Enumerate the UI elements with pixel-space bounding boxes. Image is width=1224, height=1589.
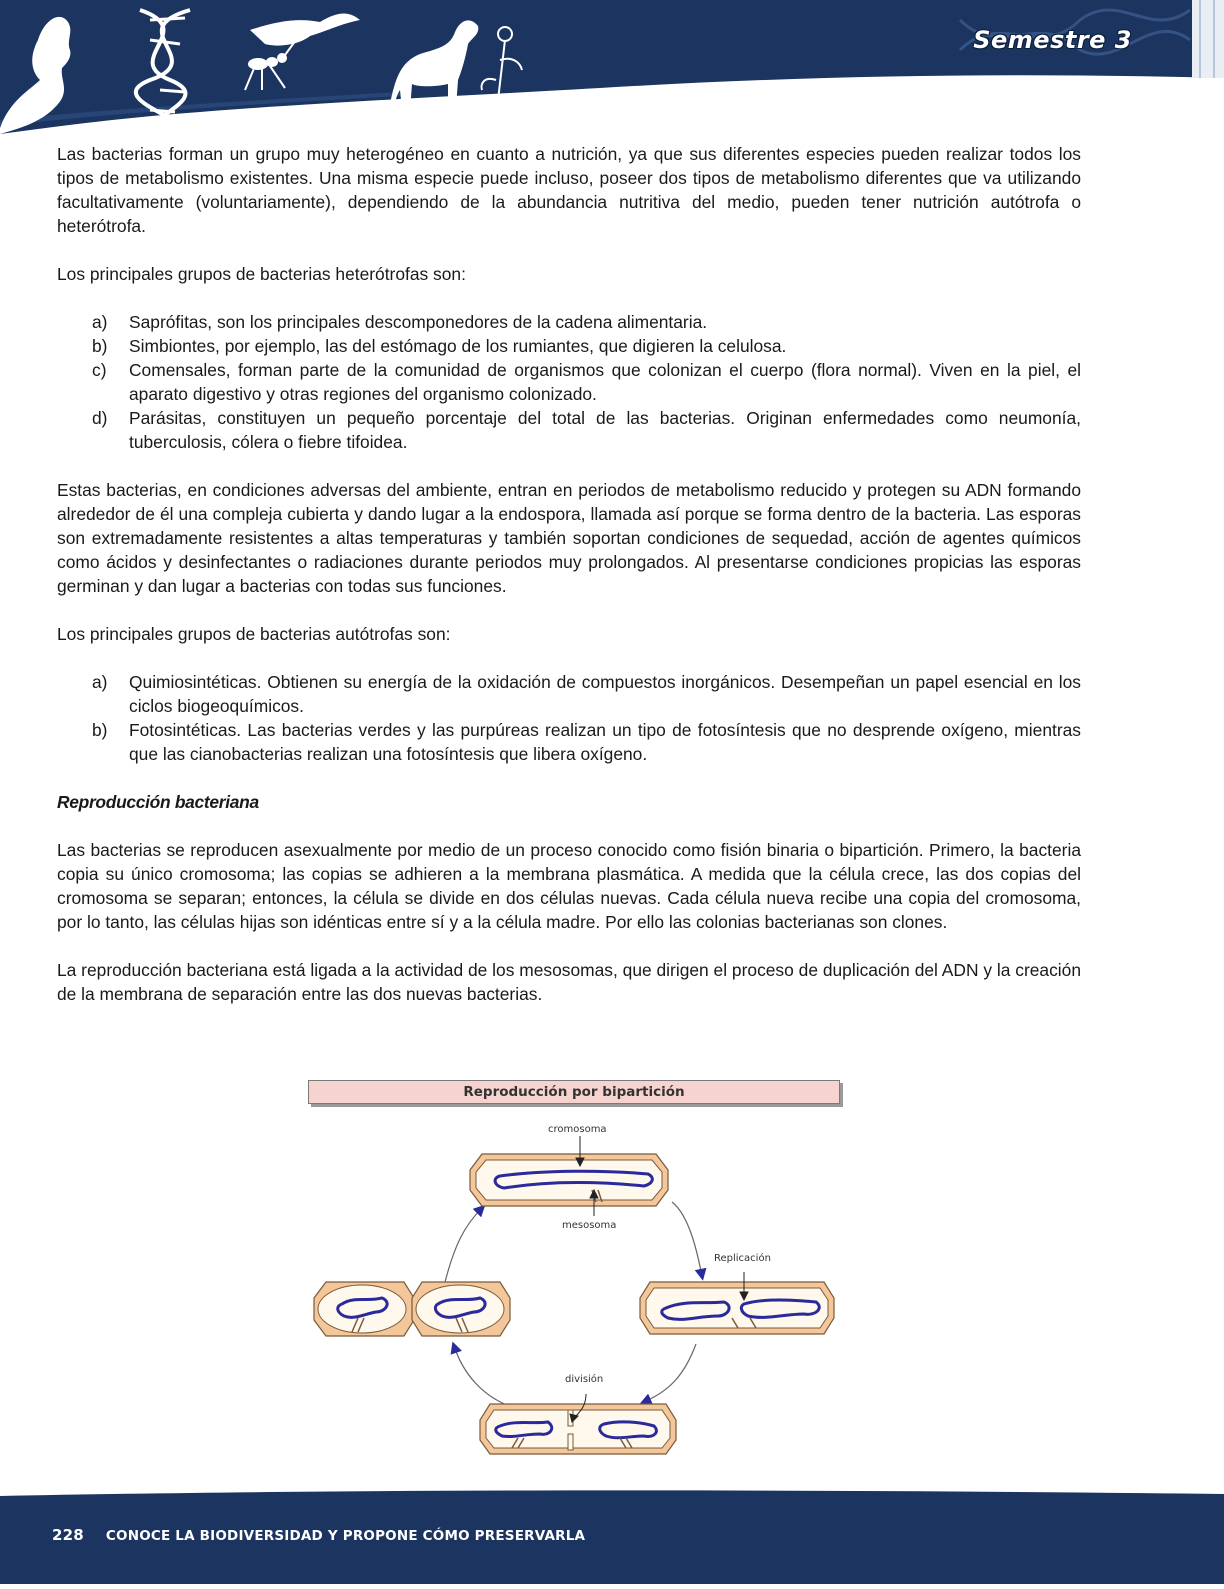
cells-daughter [314,1282,510,1336]
heterotroph-list [57,310,1081,454]
main-content [57,142,1081,1030]
list-item: b) Simbiontes, por ejemplo, las del estómago de los rumiantes, que digieren la celulosa. [92,336,787,356]
cell-division [480,1404,676,1454]
paragraph-reproduction: Las bacterias se reproducen asexualmente por medio de un proceso conocido como fisión binaria o bipartición. Primero, la bacteria copia su único cromosoma; las copias se adhieren a la membrana plasmática. A medida que la célula crece, las dos copias del cromosoma se separan; entonces, la célula se divide en dos células nuevas. Cada célula nueva recibe una copia del cromosoma, por lo tanto, las células hijas son idénticas entre sí y a la célula madre. Por ello las colonias bacterianas son clones. [57,840,1081,932]
list-item: b) Fotosintéticas. Las bacterias verdes y las purpúreas realizan un tipo de fotosíntesis que no desprende oxígeno, mientras que las cianobacterias realizan una fotosíntesis que libera oxígeno. [92,720,1081,764]
list-item: d) Parásitas, constituyen un pequeño porcentaje del total de las bacterias. Originan enfermedades como neumonía, tuberculosis, cólera o fiebre tifoidea. [92,408,1081,452]
section-heading: Reproducción bacteriana [57,792,259,812]
footer-text [52,1526,585,1544]
book-title: CONOCE LA BIODIVERSIDAD Y PROPONE CÓMO PRESERVARLA [105,1528,586,1544]
label-mesosome: mesosoma [562,1220,617,1231]
paragraph-endospore: Estas bacterias, en condiciones adversas del ambiente, entran en periodos de metabolismo reducido y protegen su ADN formando alrededor de él una compleja cubierta y dando lugar a la endospora, llamada así porque se forma dentro de la bacteria. Las esporas son extremadamente resistentes a altas temperaturas y también soportan condiciones de sequedad, acción de agentes químicos como ácidos y desinfectantes o radiaciones durante periodos muy prolongados. Al presentarse condiciones propicias las esporas germinan y dan lugar a bacterias con todas sus funciones. [57,480,1081,596]
binary-fission-figure [304,1076,854,1456]
autotroph-list [57,670,1081,766]
paragraph-nutrition: Las bacterias forman un grupo muy heterogéneo en cuanto a nutrición, ya que sus diferentes especies pueden realizar todos los tipos de metabolismo existentes. Una misma especie puede incluso, poseer dos tipos de metabolismo diferentes que va utilizando facultativamente (voluntariamente), dependiendo de la abundancia nutritiva del medio, pueden tener nutrición autótrofa o heterótrofa. [57,144,1081,236]
cell-original [470,1154,668,1206]
label-replication: Replicación [714,1253,771,1264]
list-item: a) Saprófitas, son los principales descomponedores de la cadena alimentaria. [92,312,708,332]
semester-label: Semestre 3 [973,26,1132,54]
header-banner [0,0,1224,140]
cell-replication [640,1282,834,1334]
paragraph-mesosomes: La reproducción bacteriana está ligada a la actividad de los mesosomas, que dirigen el proceso de duplicación del ADN y la creación de la membrana de separación entre las dos nuevas bacterias. [57,960,1081,1004]
paragraph-autotroph-intro: Los principales grupos de bacterias autótrofas son: [57,624,451,644]
paragraph-heterotroph-intro: Los principales grupos de bacterias heterótrofas son: [57,264,466,284]
figure-title: Reproducción por bipartición [308,1080,840,1104]
label-division: división [565,1374,604,1385]
page-number: 228 [52,1526,84,1544]
label-chromosome: cromosoma [548,1124,607,1135]
list-item: c) Comensales, forman parte de la comunidad de organismos que colonizan el cuerpo (flora normal). Viven en la piel, el aparato digestivo y otras regiones del organismo colonizado. [92,360,1081,404]
list-item: a) Quimiosintéticas. Obtienen su energía de la oxidación de compuestos inorgánicos. Desempeñan un papel esencial en los ciclos biogeoquímicos. [92,672,1081,716]
header-artwork [0,0,1224,140]
